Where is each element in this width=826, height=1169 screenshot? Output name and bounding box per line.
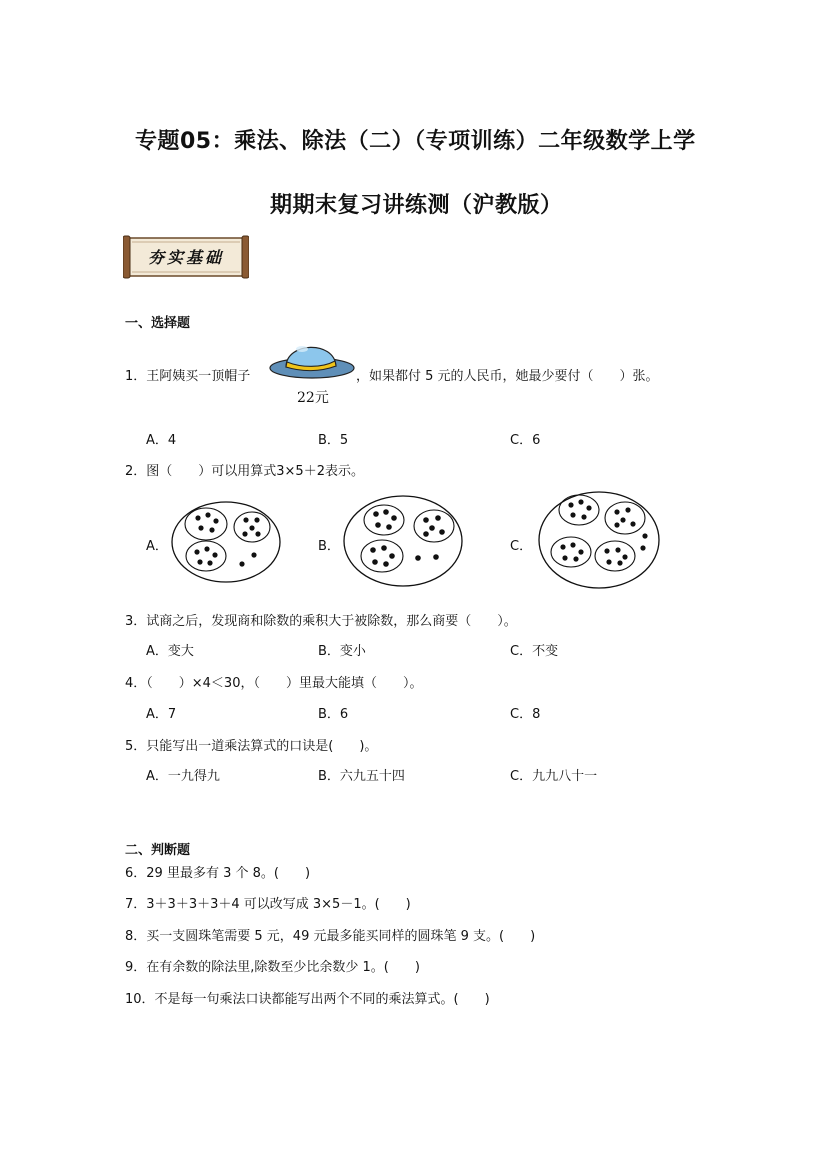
- q5-option-c[interactable]: C．九九八十一: [510, 769, 598, 784]
- section-heading-choice: 一、选择题: [125, 316, 191, 331]
- q1-option-c[interactable]: C．6: [510, 433, 541, 448]
- question-5-text: 5．只能写出一道乘法算式的口诀是( )。: [125, 739, 378, 754]
- q4-option-c[interactable]: C．8: [510, 707, 541, 722]
- question-1-text-b: ，如果都付 5 元的人民币，她最少要付（ ）张。: [356, 369, 659, 384]
- q2-option-a[interactable]: A．: [146, 539, 168, 554]
- q1-option-a[interactable]: A．4: [146, 433, 177, 448]
- page-title-line2: 期期末复习讲练测（沪教版）: [270, 193, 563, 218]
- q3-option-b[interactable]: B．变小: [318, 644, 366, 659]
- q5-option-a[interactable]: A．一九得九: [146, 769, 220, 784]
- judge-item-10: 10．不是每一句乘法口诀都能写出两个不同的乘法算式。( ): [125, 992, 490, 1007]
- question-1-text-a: 1．王阿姨买一顶帽子: [125, 369, 251, 384]
- judge-item-9: 9．在有余数的除法里,除数至少比余数少 1。( ): [125, 960, 420, 975]
- judge-item-7: 7．3＋3＋3＋3＋4 可以改写成 3×5－1。( ): [125, 897, 411, 912]
- dot-figure-a: [170, 500, 282, 584]
- hat-icon: [262, 334, 356, 382]
- judge-item-6: 6．29 里最多有 3 个 8。( ): [125, 866, 311, 881]
- q3-option-c[interactable]: C．不变: [510, 644, 559, 659]
- question-4-text: 4．（ ）×4＜30，（ ）里最大能填（ ）。: [125, 676, 423, 691]
- judge-item-8: 8．买一支圆珠笔需要 5 元，49 元最多能买同样的圆珠笔 9 支。( ): [125, 929, 536, 944]
- dot-figure-c: [537, 490, 661, 590]
- q2-option-b[interactable]: B．: [318, 539, 340, 554]
- q1-option-b[interactable]: B．5: [318, 433, 349, 448]
- hat-price: 22元: [297, 390, 329, 406]
- page-title-line1: 专题05：乘法、除法（二）（专项训练）二年级数学上学: [135, 129, 696, 154]
- dot-figure-b: [342, 494, 464, 588]
- q4-option-a[interactable]: A．7: [146, 707, 177, 722]
- banner-label: 夯实基础: [147, 248, 224, 267]
- q4-option-b[interactable]: B．6: [318, 707, 349, 722]
- question-2-text: 2．图（ ）可以用算式3×5＋2表示。: [125, 464, 364, 479]
- section-heading-judge: 二、判断题: [125, 843, 191, 858]
- section-banner: [123, 234, 249, 280]
- q2-option-c[interactable]: C．: [510, 539, 533, 554]
- q3-option-a[interactable]: A．变大: [146, 644, 194, 659]
- q5-option-b[interactable]: B．六九五十四: [318, 769, 405, 784]
- question-3-text: 3．试商之后，发现商和除数的乘积大于被除数，那么商要（ ）。: [125, 614, 517, 629]
